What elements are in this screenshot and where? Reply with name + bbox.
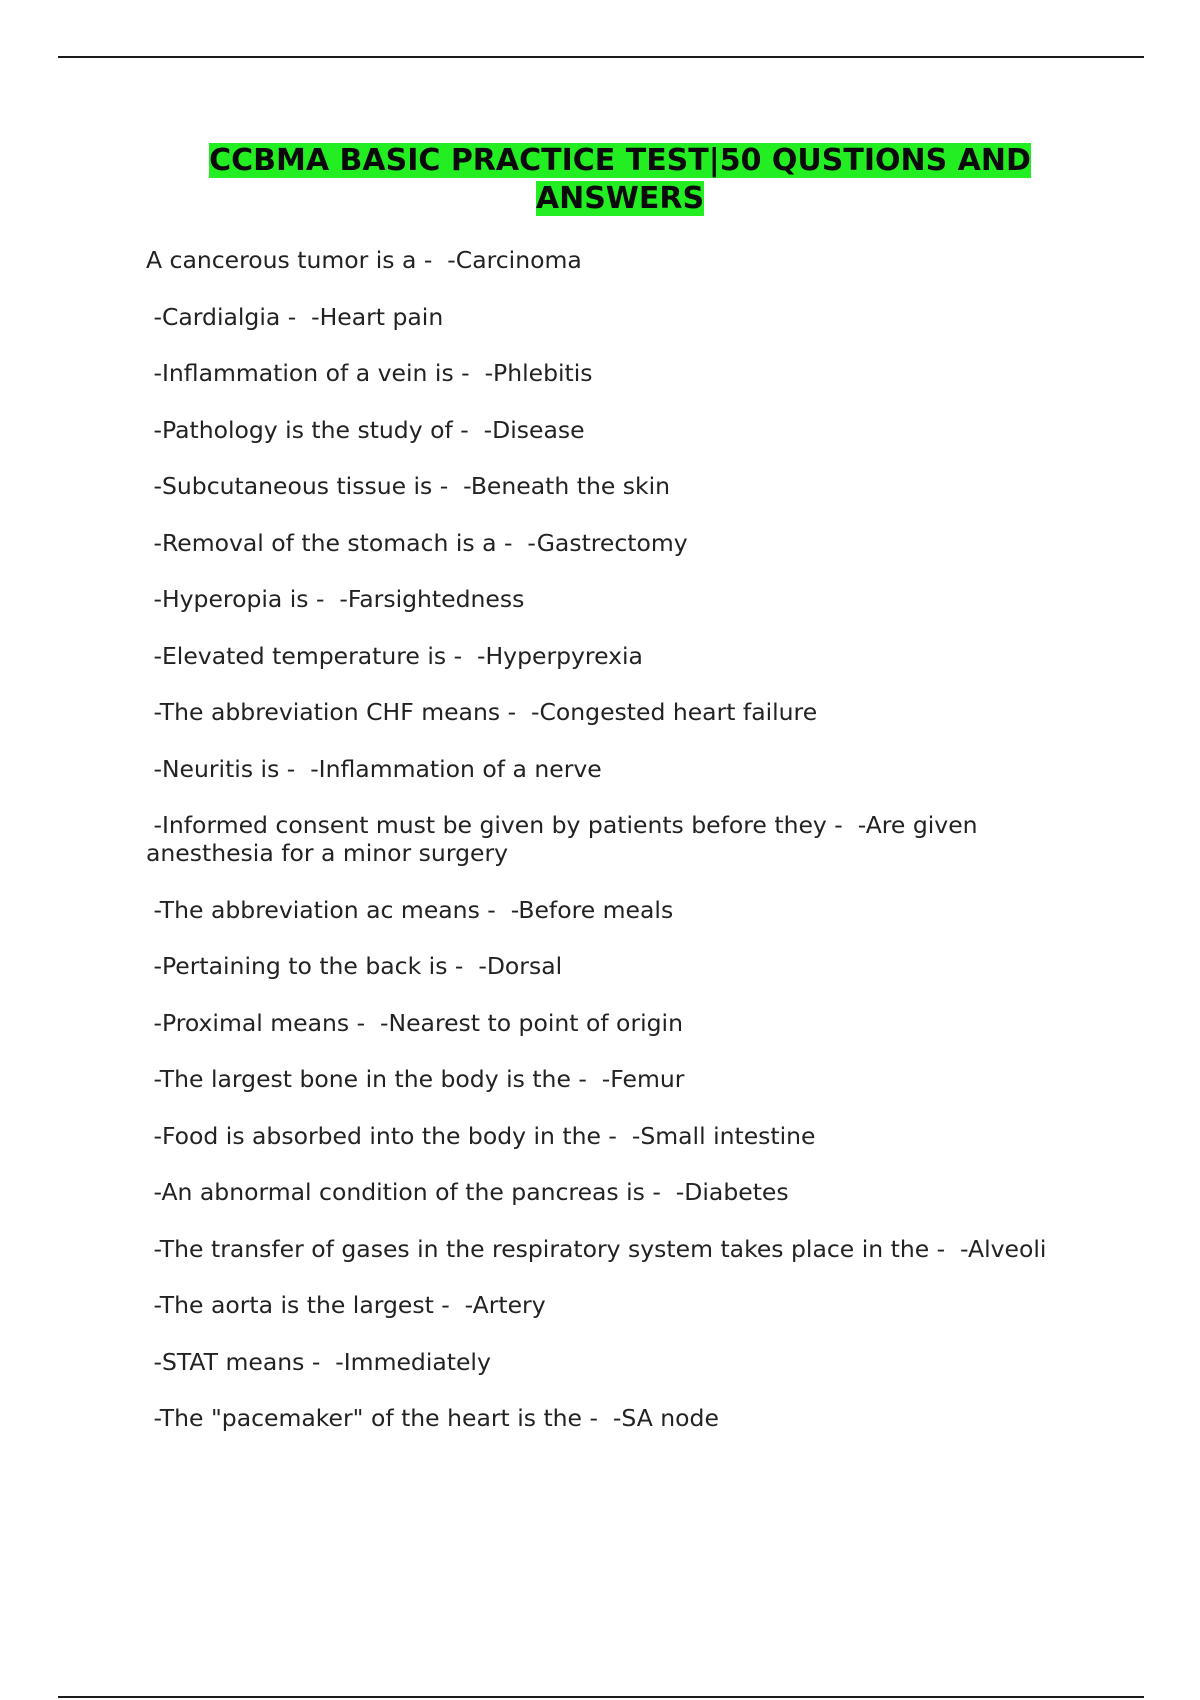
qa-item: -Hyperopia is - -Farsightedness xyxy=(146,585,525,613)
qa-item: -The aorta is the largest - -Artery xyxy=(146,1291,546,1319)
qa-item: -Pertaining to the back is - -Dorsal xyxy=(146,952,563,980)
qa-item: -Neuritis is - -Inflammation of a nerve xyxy=(146,754,602,783)
title-highlight: CCBMA BASIC PRACTICE TEST|50 QUSTIONS AND ANSWERS xyxy=(209,143,1031,216)
qa-item: -STAT means - -Immediately xyxy=(146,1347,491,1376)
qa-item: -Food is absorbed into the body in the - -Small intestine xyxy=(146,1121,816,1150)
qa-item: -An abnormal condition of the pancreas is - -Diabetes xyxy=(146,1178,789,1206)
qa-item: -Elevated temperature is - -Hyperpyrexia xyxy=(146,641,643,670)
qa-item: -The "pacemaker" of the heart is the - -SA node xyxy=(146,1404,719,1432)
qa-item: -Pathology is the study of - -Disease xyxy=(146,415,585,444)
qa-list xyxy=(146,246,1086,1461)
document-title xyxy=(140,142,1100,218)
qa-item: -Removal of the stomach is a - -Gastrectomy xyxy=(146,528,688,557)
qa-item: -Informed consent must be given by patients before they - -Are given anesthesia for a minor surgery xyxy=(146,811,986,867)
qa-item: -The abbreviation ac means - -Before meals xyxy=(146,895,674,924)
qa-item: -Cardialgia - -Heart pain xyxy=(146,302,444,331)
qa-item: -The largest bone in the body is the - -Femur xyxy=(146,1065,685,1093)
qa-item: -Inflammation of a vein is - -Phlebitis xyxy=(146,359,593,387)
qa-item: -Subcutaneous tissue is - -Beneath the skin xyxy=(146,472,671,500)
qa-item: -Proximal means - -Nearest to point of origin xyxy=(146,1008,683,1037)
bottom-divider xyxy=(58,1696,1144,1698)
qa-item: -The transfer of gases in the respiratory system takes place in the - -Alveoli xyxy=(146,1234,1047,1263)
qa-item: A cancerous tumor is a - -Carcinoma xyxy=(146,246,582,274)
qa-item: -The abbreviation CHF means - -Congested heart failure xyxy=(146,698,818,726)
top-divider xyxy=(58,56,1144,58)
